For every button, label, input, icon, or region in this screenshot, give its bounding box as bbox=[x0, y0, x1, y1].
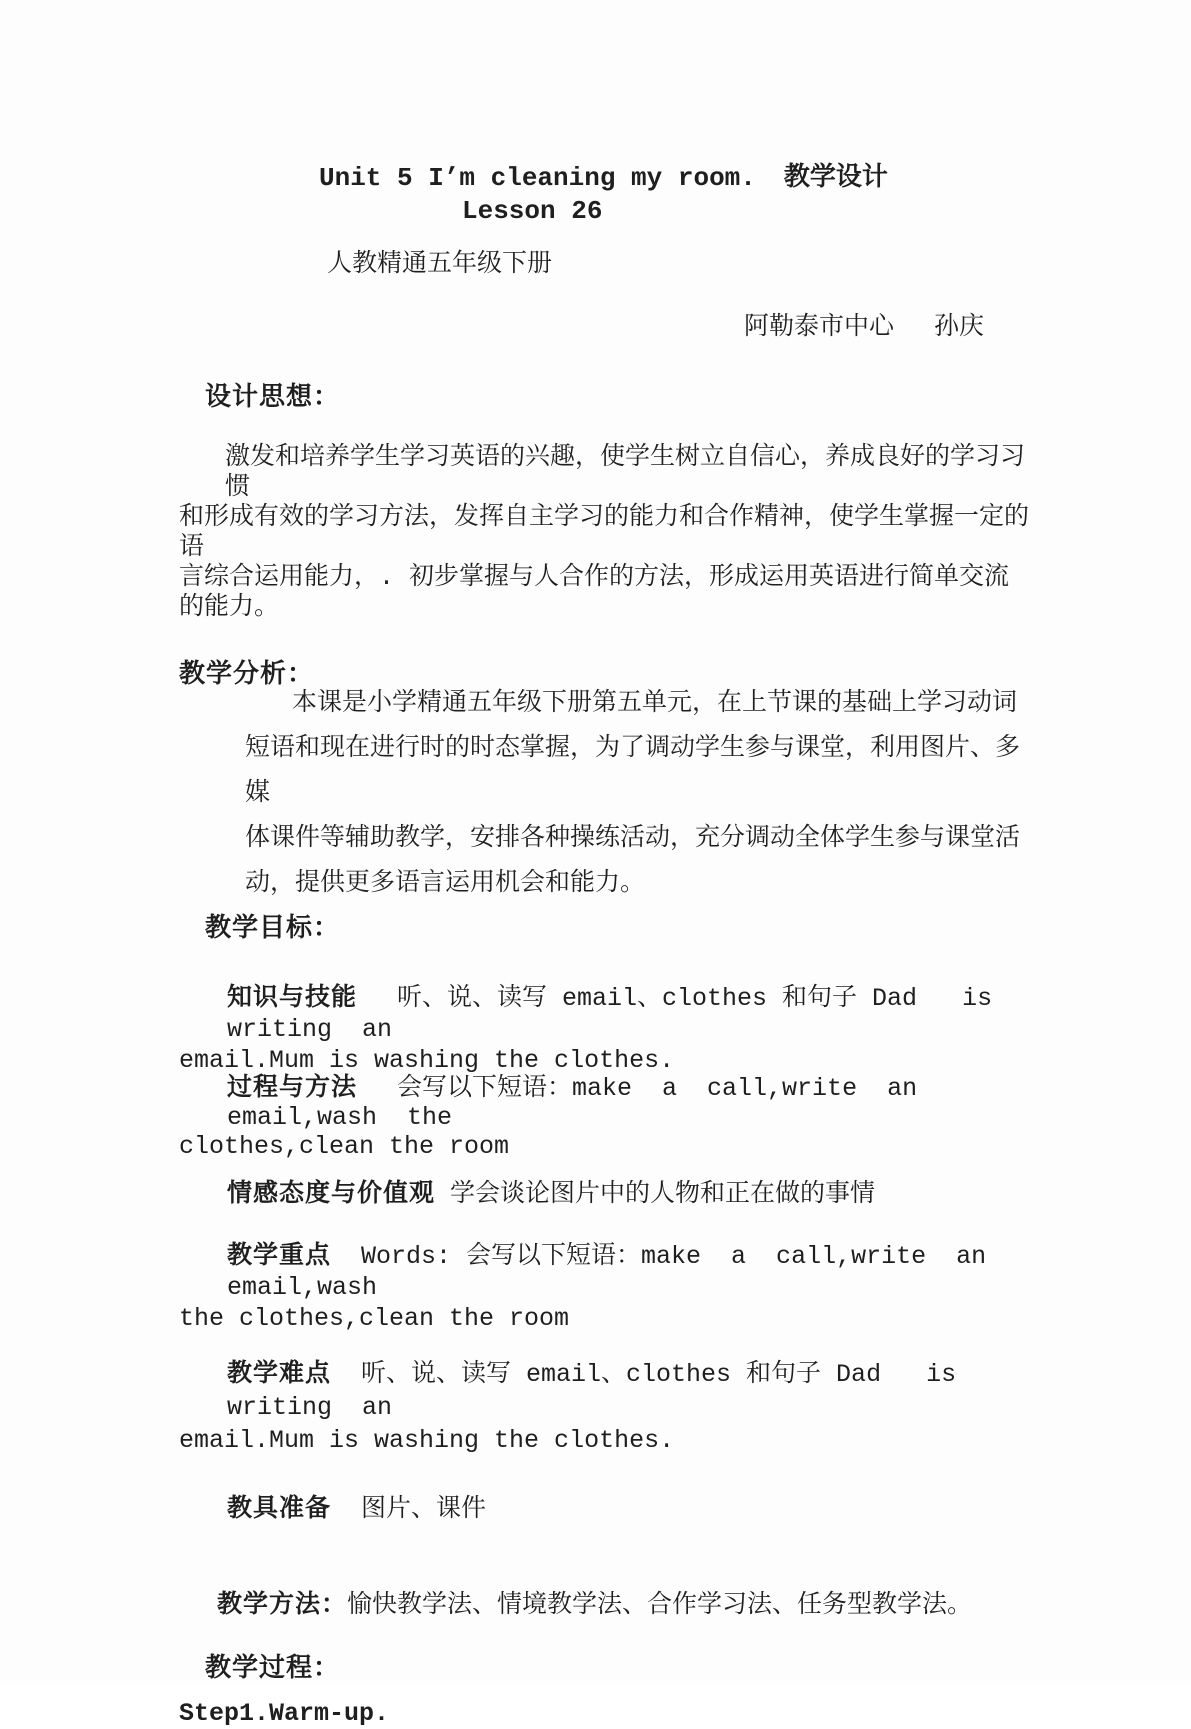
teaching-key-points-text: Words: 会写以下短语：make a call,write an email,wash bbox=[227, 1242, 1017, 1302]
analysis-line: 体课件等辅助教学，安排各种操练活动，充分调动全体学生参与课堂活 bbox=[245, 824, 1021, 853]
objective-knowledge-skills-line bbox=[227, 982, 1033, 1045]
teaching-difficult-points bbox=[179, 1357, 1033, 1457]
design-ideas-line: 激发和培养学生学习英语的兴趣，使学生树立自信心，养成良好的学习习惯 bbox=[225, 443, 1026, 502]
teaching-methods bbox=[179, 1589, 1033, 1621]
objective-knowledge-skills-text: 听、说、读写 email、clothes 和句子 Dad is writing an bbox=[227, 984, 1023, 1044]
section-heading-teaching-procedure: 教学过程： bbox=[205, 1652, 341, 1682]
objective-process-methods-cont: clothes,clean the room bbox=[179, 1132, 510, 1161]
lesson-number: Lesson 26 bbox=[462, 196, 603, 226]
section-heading-teaching-analysis: 教学分析： bbox=[179, 658, 315, 688]
objective-process-methods bbox=[179, 1073, 1033, 1161]
objective-knowledge-skills bbox=[179, 982, 1033, 1076]
objective-emotion-label: 情感态度与价值观 bbox=[227, 1179, 436, 1207]
title-line bbox=[319, 162, 1033, 195]
objective-emotion-line bbox=[227, 1178, 1033, 1210]
teaching-difficult-points-text: 听、说、读写 email、clothes 和句子 Dad is writing an bbox=[227, 1360, 987, 1422]
teaching-methods-label: 教学方法： bbox=[217, 1590, 348, 1618]
objective-process-methods-line bbox=[227, 1073, 1033, 1132]
objective-knowledge-skills-cont: email.Mum is washing the clothes. bbox=[179, 1046, 675, 1075]
section-heading-design-ideas: 设计思想： bbox=[205, 381, 341, 411]
analysis-line: 本课是小学精通五年级下册第五单元，在上节课的基础上学习动词 bbox=[292, 689, 1018, 718]
section-heading-teaching-objectives: 教学目标： bbox=[205, 912, 341, 942]
document-title-english: Unit 5 I’m cleaning my room. bbox=[319, 163, 756, 193]
teaching-aids-label: 教具准备 bbox=[227, 1494, 332, 1522]
teaching-difficult-points-label: 教学难点 bbox=[227, 1359, 332, 1387]
teaching-key-points-cont: the clothes,clean the room bbox=[179, 1304, 570, 1333]
objective-emotion-text: 学会谈论图片中的人物和正在做的事情 bbox=[435, 1180, 876, 1209]
teaching-methods-text: 愉快教学法、情境教学法、合作学习法、任务型教学法。 bbox=[347, 1591, 973, 1620]
teaching-aids-text: 图片、课件 bbox=[331, 1495, 487, 1524]
analysis-line: 短语和现在进行时的时态掌握，为了调动学生参与课堂，利用图片、多媒 bbox=[245, 734, 1021, 808]
design-ideas-line: 言综合运用能力，. 初步掌握与人合作的方法，形成运用英语进行简单交流的能力。 bbox=[179, 563, 1010, 622]
textbook-series: 人教精通五年级下册 bbox=[327, 250, 553, 279]
teaching-key-points-line bbox=[227, 1240, 1033, 1303]
document-title-chinese: 教学设计 bbox=[783, 163, 888, 193]
objective-process-methods-label: 过程与方法 bbox=[227, 1073, 358, 1101]
objective-knowledge-skills-label: 知识与技能 bbox=[227, 983, 358, 1011]
design-ideas-paragraph bbox=[179, 443, 1033, 623]
teaching-difficult-points-line bbox=[227, 1357, 1033, 1424]
author-line: 阿勒泰市中心 孙庆 bbox=[744, 313, 985, 342]
teaching-analysis-paragraph bbox=[179, 681, 1033, 906]
step1-warm-up: Step1.Warm-up. bbox=[179, 1699, 390, 1728]
analysis-line: 动，提供更多语言运用机会和能力。 bbox=[245, 869, 646, 898]
teaching-aids-line bbox=[227, 1493, 1033, 1525]
teaching-difficult-points-cont: email.Mum is washing the clothes. bbox=[179, 1426, 675, 1455]
teaching-methods-line bbox=[217, 1589, 1033, 1621]
teaching-key-points bbox=[179, 1240, 1033, 1334]
objective-process-methods-text: 会写以下短语：make a call,write an email,wash the bbox=[227, 1074, 948, 1132]
teaching-aids bbox=[179, 1493, 1033, 1525]
design-ideas-line: 和形成有效的学习方法，发挥自主学习的能力和合作精神，使学生掌握一定的语 bbox=[179, 503, 1030, 562]
teaching-key-points-label: 教学重点 bbox=[227, 1241, 332, 1269]
objective-emotion-attitude-values bbox=[179, 1178, 1033, 1210]
